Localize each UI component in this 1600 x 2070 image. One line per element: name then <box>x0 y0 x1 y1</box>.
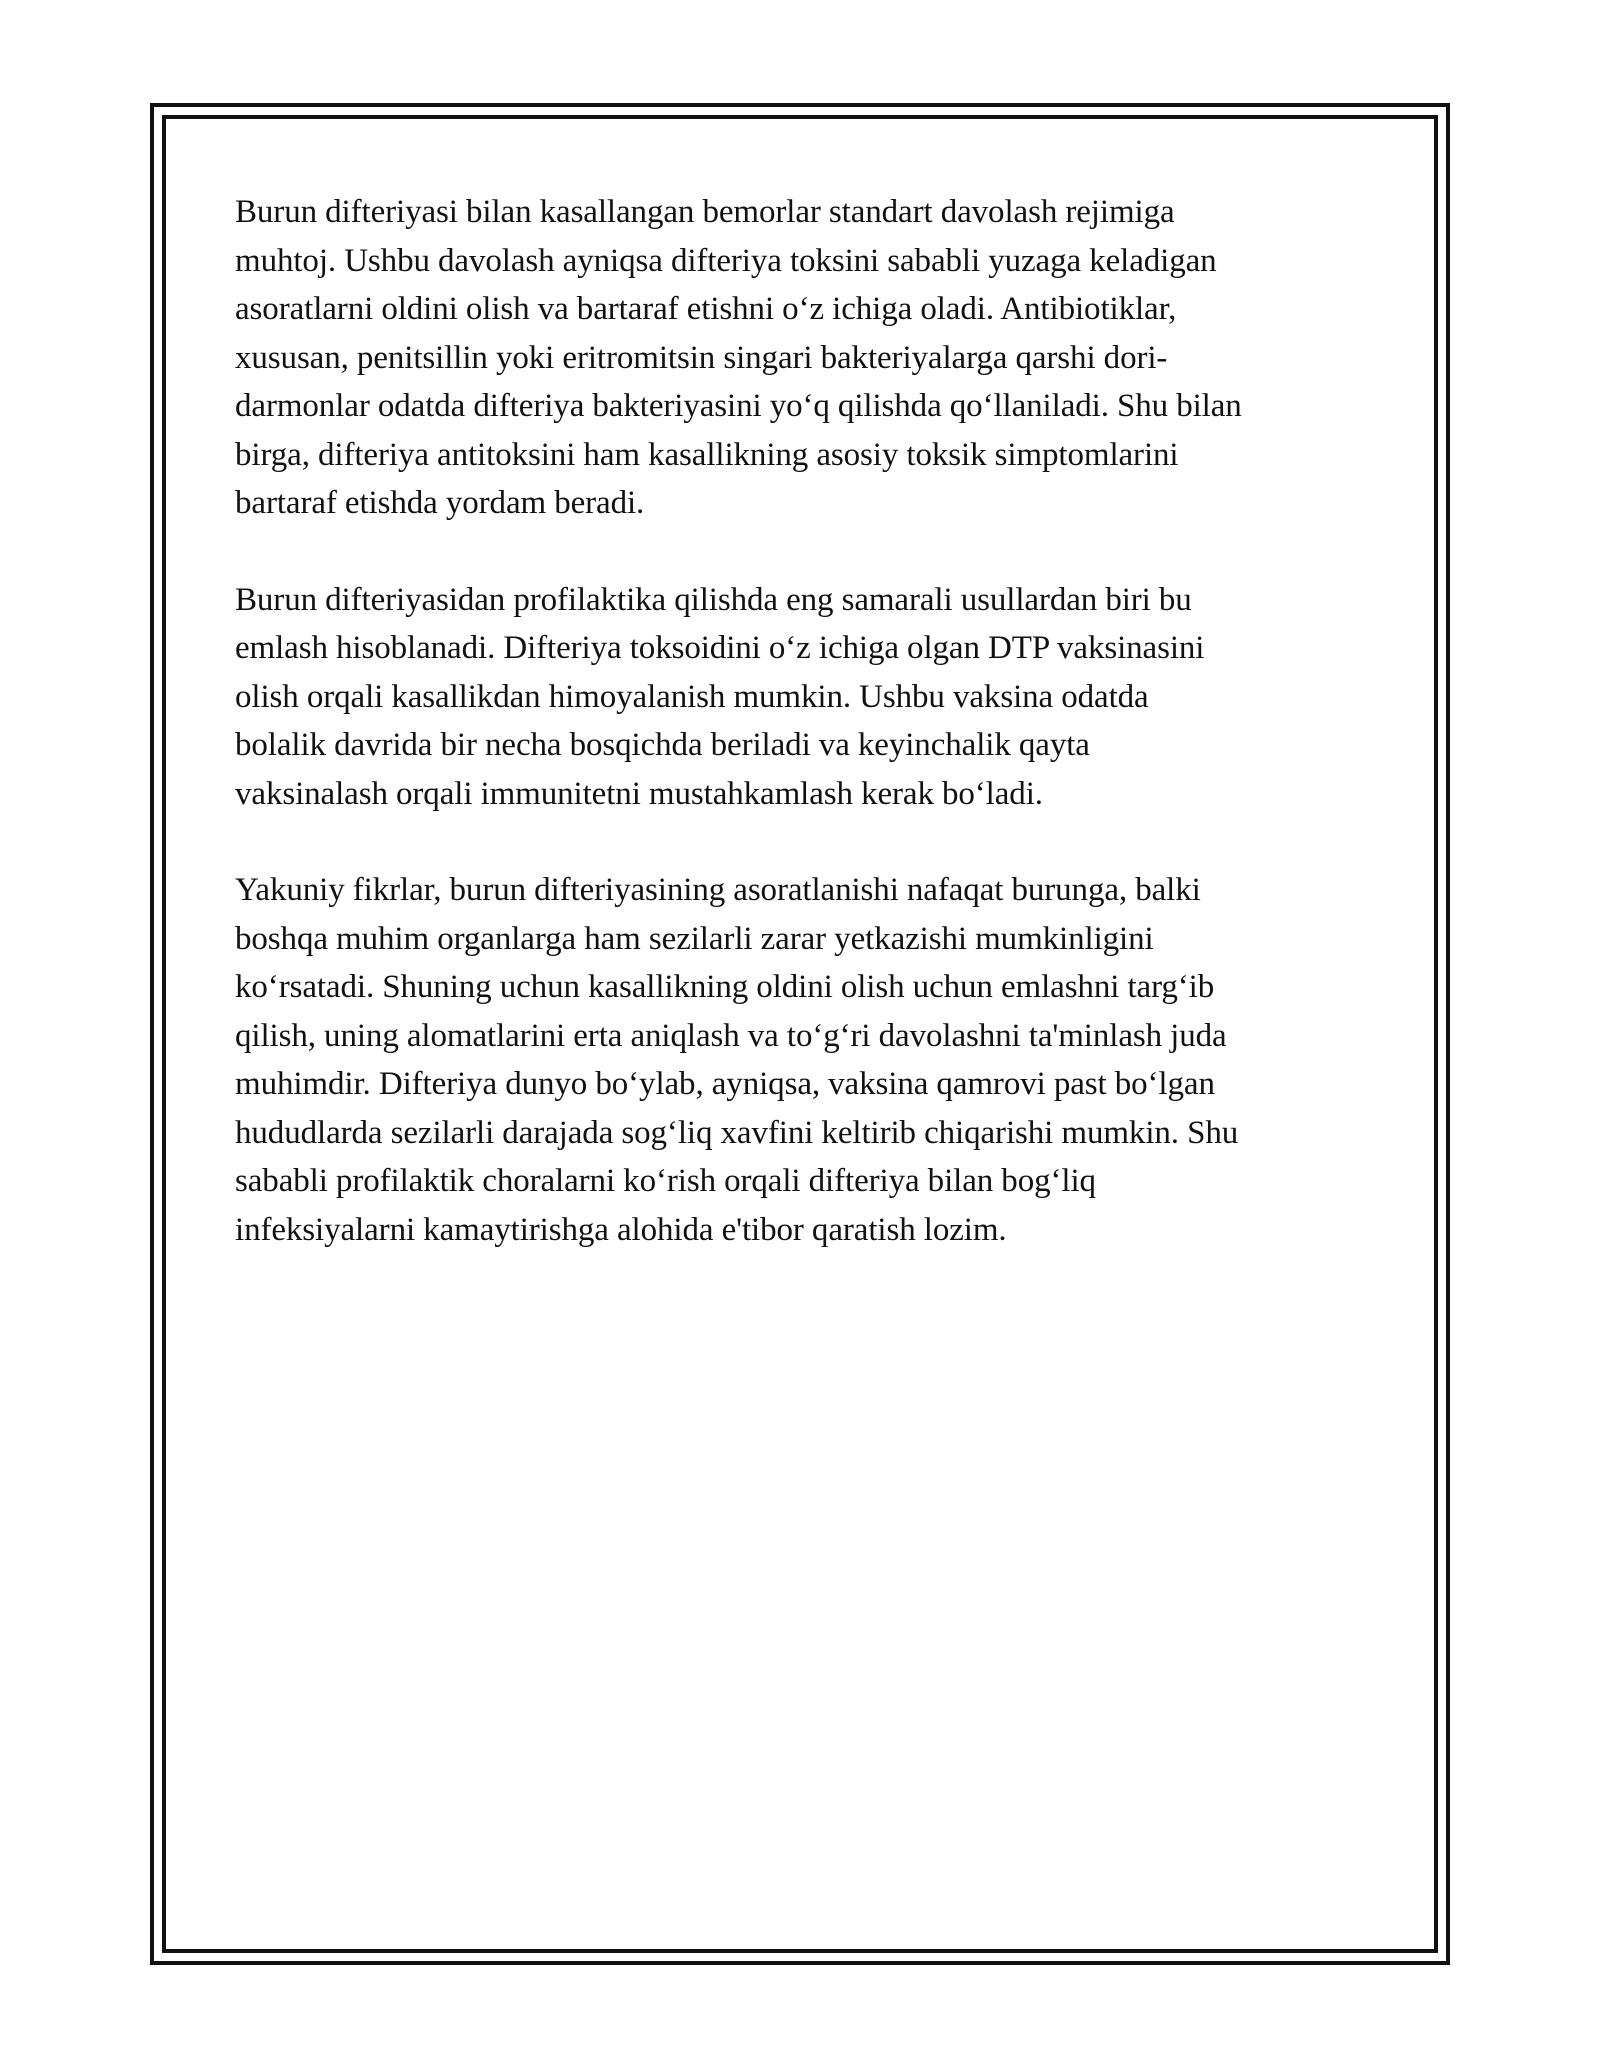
text-line: hududlarda sezilarli darajada sog‘liq xavfini keltirib chiqarishi mumkin. Shu <box>235 1114 1239 1151</box>
text-line: Burun difteriyasidan profilaktika qilishda eng samarali usullardan biri bu <box>235 581 1192 618</box>
paragraph-treatment <box>235 188 1375 528</box>
text-line: birga, difteriya antitoksini ham kasallikning asosiy toksik simptomlarini <box>235 436 1179 473</box>
text-line: ko‘rsatadi. Shuning uchun kasallikning oldini olish uchun emlashni targ‘ib <box>235 969 1215 1005</box>
text-line: olish orqali kasallikdan himoyalanish mumkin. Ushbu vaksina odatda <box>235 678 1149 715</box>
text-line: muhtoj. Ushbu davolash ayniqsa difteriya toksini sababli yuzaga keladigan <box>235 242 1217 279</box>
text-line: sababli profilaktik choralarni ko‘rish orqali difteriya bilan bog‘liq <box>235 1163 1096 1199</box>
text-line: boshqa muhim organlarga ham sezilarli zarar yetkazishi mumkinligini <box>235 920 1154 957</box>
text-line: bolalik davrida bir necha bosqichda beriladi va keyinchalik qayta <box>235 727 1090 763</box>
text-line: Yakuniy fikrlar, burun difteriyasining asoratlanishi nafaqat burunga, balki <box>235 872 1201 908</box>
text-line: qilish, uning alomatlarini erta aniqlash va to‘g‘ri davolashni ta'minlash juda <box>235 1017 1227 1054</box>
text-line: xususan, penitsillin yoki eritromitsin singari bakteriyalarga qarshi dori- <box>235 339 1168 376</box>
text-line: muhimdir. Difteriya dunyo bo‘ylab, ayniqsa, vaksina qamrovi past bo‘lgan <box>235 1066 1215 1102</box>
text-line: darmonlar odatda difteriya bakteriyasini yo‘q qilishda qo‘llaniladi. Shu bilan <box>235 388 1242 424</box>
text-line: asoratlarni oldini olish va bartaraf etishni o‘z ichiga oladi. Antibiotiklar, <box>235 291 1177 327</box>
text-line: vaksinalash orqali immunitetni mustahkamlash kerak bo‘ladi. <box>235 775 1043 812</box>
text-line: Burun difteriyasi bilan kasallangan bemorlar standart davolash rejimiga <box>235 194 1175 230</box>
paragraph-conclusion <box>235 866 1375 1254</box>
document-body <box>235 188 1375 1302</box>
text-line: emlash hisoblanadi. Difteriya toksoidini o‘z ichiga olgan DTP vaksinasini <box>235 630 1205 666</box>
text-line: infeksiyalarni kamaytirishga alohida e'tibor qaratish lozim. <box>235 1211 1007 1248</box>
paragraph-prevention <box>235 576 1375 819</box>
text-line: bartaraf etishda yordam beradi. <box>235 485 645 521</box>
